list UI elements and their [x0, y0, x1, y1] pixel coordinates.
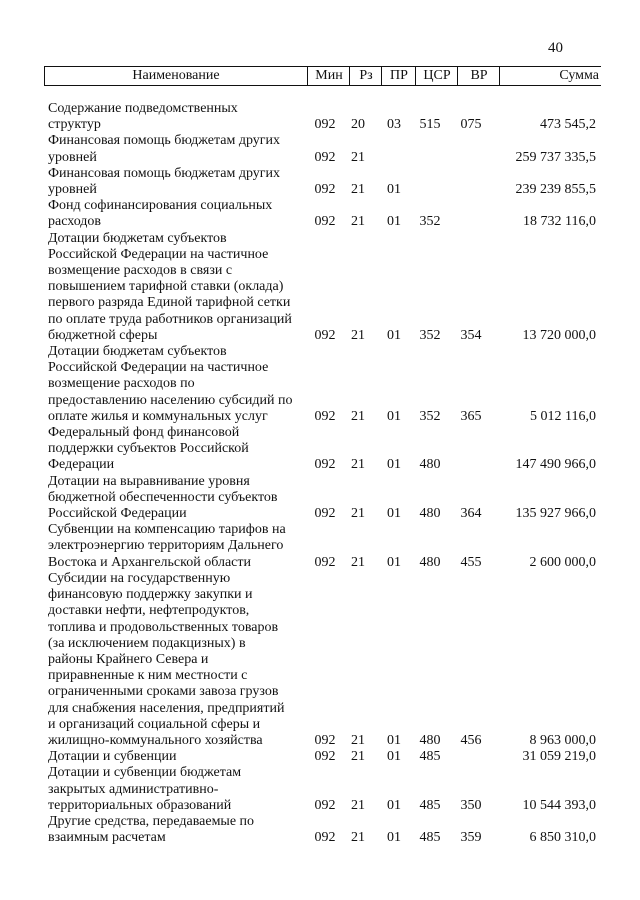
row-name-line: и организаций социальной сферы и	[48, 716, 261, 732]
cell-rz: 21	[351, 797, 365, 813]
row-name-line: финансовую поддержку закупки и	[48, 587, 253, 603]
cell-pr: 03	[387, 117, 401, 133]
cell-pr: 01	[387, 749, 401, 765]
cell-sum: 6 850 310,0	[529, 830, 596, 846]
cell-sum: 239 239 855,5	[515, 182, 596, 198]
row-name	[48, 198, 306, 230]
row-name-line: для снабжения населения, предприятий	[48, 700, 285, 716]
cell-min: 092	[314, 327, 336, 343]
cell-pr: 01	[387, 797, 401, 813]
cell-rz: 21	[351, 408, 365, 424]
cell-pr: 01	[387, 506, 401, 522]
row-name-line: Другие средства, передаваемые по	[48, 813, 255, 829]
table-row	[48, 765, 604, 814]
cell-sum: 10 544 393,0	[522, 797, 596, 813]
column-header-min: Мин	[307, 67, 350, 85]
cell-vr: 350	[460, 797, 482, 813]
row-name-line: Содержание подведомственных	[48, 101, 238, 116]
table-row	[48, 198, 604, 230]
cell-csr: 480	[419, 732, 441, 748]
row-name-line: Дотации бюджетам субъектов	[48, 230, 227, 246]
table-body	[48, 101, 604, 846]
column-header-sum: Сумма	[499, 67, 601, 85]
cell-csr: 480	[419, 457, 441, 473]
row-name-line: территориальных образований	[48, 797, 232, 813]
row-name-line: бюджетной сферы	[48, 327, 158, 343]
row-name-line: жилищно-коммунального хозяйства	[48, 732, 263, 748]
row-name-line: Субвенции на компенсацию тарифов на	[48, 522, 286, 538]
cell-csr: 485	[419, 797, 441, 813]
row-name-line: (за исключением подакцизных) в	[48, 635, 246, 651]
column-header-pr: ПР	[381, 67, 416, 85]
row-name-line: Финансовая помощь бюджетам других	[48, 165, 281, 181]
table-row	[48, 425, 604, 474]
row-name	[48, 522, 306, 571]
cell-min: 092	[314, 214, 336, 230]
row-name-line: ограниченными сроками завоза грузов	[48, 684, 279, 700]
cell-pr: 01	[387, 830, 401, 846]
cell-pr: 01	[387, 732, 401, 748]
cell-vr: 456	[460, 732, 482, 748]
row-name	[48, 571, 306, 749]
row-name-line: Дотации на выравнивание уровня	[48, 473, 250, 489]
cell-pr: 01	[387, 457, 401, 473]
row-name-line: Российской Федерации на частичное	[48, 360, 269, 376]
table-row	[48, 344, 604, 425]
row-name-line: уровней	[48, 149, 97, 165]
cell-rz: 21	[351, 149, 365, 165]
cell-vr: 364	[460, 506, 482, 522]
row-name-line: возмещение расходов в связи с	[48, 263, 233, 279]
cell-min: 092	[314, 182, 336, 198]
cell-sum: 8 963 000,0	[529, 732, 596, 748]
row-name-line: первого разряда Единой тарифной сетки	[48, 295, 291, 311]
column-header-name: Наименование	[132, 68, 220, 83]
row-name-line: Фонд софинансирования социальных	[48, 198, 273, 214]
row-name-line: Дотации бюджетам субъектов	[48, 344, 227, 360]
cell-min: 092	[314, 732, 336, 748]
cell-sum: 259 737 335,5	[515, 149, 596, 165]
row-name-line: Российской Федерации на частичное	[48, 246, 269, 262]
row-name-line: закрытых административно-	[48, 781, 219, 797]
row-name-line: Финансовая помощь бюджетам других	[48, 133, 281, 149]
table-row	[48, 814, 604, 846]
cell-vr: 354	[460, 327, 482, 343]
cell-pr: 01	[387, 408, 401, 424]
cell-rz: 21	[351, 506, 365, 522]
cell-min: 092	[314, 554, 336, 570]
table-header	[44, 66, 601, 86]
cell-csr: 352	[419, 327, 441, 343]
cell-vr: 365	[460, 408, 482, 424]
row-name-line: структур	[48, 117, 101, 133]
cell-min: 092	[314, 408, 336, 424]
cell-sum: 31 059 219,0	[522, 749, 596, 765]
cell-sum: 2 600 000,0	[529, 554, 596, 570]
row-name-line: топлива и продовольственных товаров	[48, 619, 279, 635]
cell-min: 092	[314, 797, 336, 813]
row-name	[48, 474, 306, 523]
row-name-line: по оплате труда работников организаций	[48, 311, 292, 327]
cell-sum: 147 490 966,0	[515, 457, 596, 473]
row-name-line: электроэнергию территориям Дальнего	[48, 538, 284, 554]
cell-csr: 515	[419, 117, 441, 133]
table-row	[48, 522, 604, 571]
cell-sum: 13 720 000,0	[522, 327, 596, 343]
page-number: 40	[548, 40, 563, 56]
cell-min: 092	[314, 749, 336, 765]
row-name-line: оплате жилья и коммунальных услуг	[48, 408, 268, 424]
row-name-line: взаимным расчетам	[48, 830, 166, 846]
table-row	[48, 166, 604, 198]
cell-rz: 21	[351, 327, 365, 343]
cell-rz: 21	[351, 830, 365, 846]
row-name	[48, 231, 306, 344]
cell-min: 092	[314, 149, 336, 165]
cell-rz: 21	[351, 554, 365, 570]
table-row	[48, 101, 604, 133]
row-name-line: бюджетной обеспеченности субъектов	[48, 489, 278, 505]
column-header-csr: ЦСР	[415, 67, 458, 85]
row-name	[48, 133, 306, 165]
cell-csr: 480	[419, 506, 441, 522]
table-row	[48, 474, 604, 523]
cell-min: 092	[314, 457, 336, 473]
row-name-line: возмещение расходов по	[48, 376, 195, 392]
row-name-line: Дотации и субвенции бюджетам	[48, 765, 242, 781]
cell-rz: 21	[351, 749, 365, 765]
row-name-line: Дотации и субвенции	[48, 749, 177, 765]
row-name	[48, 749, 306, 765]
cell-sum: 135 927 966,0	[515, 506, 596, 522]
cell-pr: 01	[387, 214, 401, 230]
cell-csr: 485	[419, 749, 441, 765]
cell-sum: 473 545,2	[540, 117, 596, 133]
row-name-line: Федерации	[48, 457, 115, 473]
row-name	[48, 765, 306, 814]
row-name	[48, 101, 306, 133]
cell-sum: 5 012 116,0	[530, 408, 596, 424]
row-name	[48, 814, 306, 846]
cell-csr: 480	[419, 554, 441, 570]
cell-pr: 01	[387, 327, 401, 343]
row-name-line: поддержки субъектов Российской	[48, 441, 249, 457]
cell-csr: 485	[419, 830, 441, 846]
cell-pr: 01	[387, 182, 401, 198]
row-name-line: районы Крайнего Севера и	[48, 651, 209, 667]
cell-rz: 20	[351, 117, 365, 133]
cell-vr: 359	[460, 830, 482, 846]
table-row	[48, 133, 604, 165]
cell-min: 092	[314, 830, 336, 846]
row-name-line: расходов	[48, 214, 102, 230]
cell-min: 092	[314, 117, 336, 133]
column-header-rz: Рз	[349, 67, 382, 85]
cell-rz: 21	[351, 457, 365, 473]
row-name-line: уровней	[48, 182, 97, 198]
cell-rz: 21	[351, 732, 365, 748]
row-name	[48, 344, 306, 425]
row-name-line: Субсидии на государственную	[48, 570, 231, 586]
cell-vr: 455	[460, 554, 482, 570]
cell-rz: 21	[351, 214, 365, 230]
row-name-line: предоставлению населению субсидий по	[48, 392, 293, 408]
row-name-line: приравненные к ним местности с	[48, 668, 248, 684]
row-name-line: повышением тарифной ставки (оклада)	[48, 279, 284, 295]
column-header-vr: ВР	[457, 67, 500, 85]
row-name-line: Востока и Архангельской области	[48, 554, 251, 570]
row-name	[48, 166, 306, 198]
cell-pr: 01	[387, 554, 401, 570]
table-row	[48, 749, 604, 765]
cell-sum: 18 732 116,0	[523, 214, 596, 230]
row-name-line: доставки нефти, нефтепродуктов,	[48, 603, 250, 619]
cell-csr: 352	[419, 214, 441, 230]
row-name-line: Российской Федерации	[48, 506, 187, 522]
cell-vr: 075	[460, 117, 482, 133]
table-row	[48, 231, 604, 344]
row-name	[48, 425, 306, 474]
row-name-line: Федеральный фонд финансовой	[48, 425, 240, 441]
cell-rz: 21	[351, 182, 365, 198]
cell-csr: 352	[419, 408, 441, 424]
table-row	[48, 571, 604, 749]
cell-min: 092	[314, 506, 336, 522]
